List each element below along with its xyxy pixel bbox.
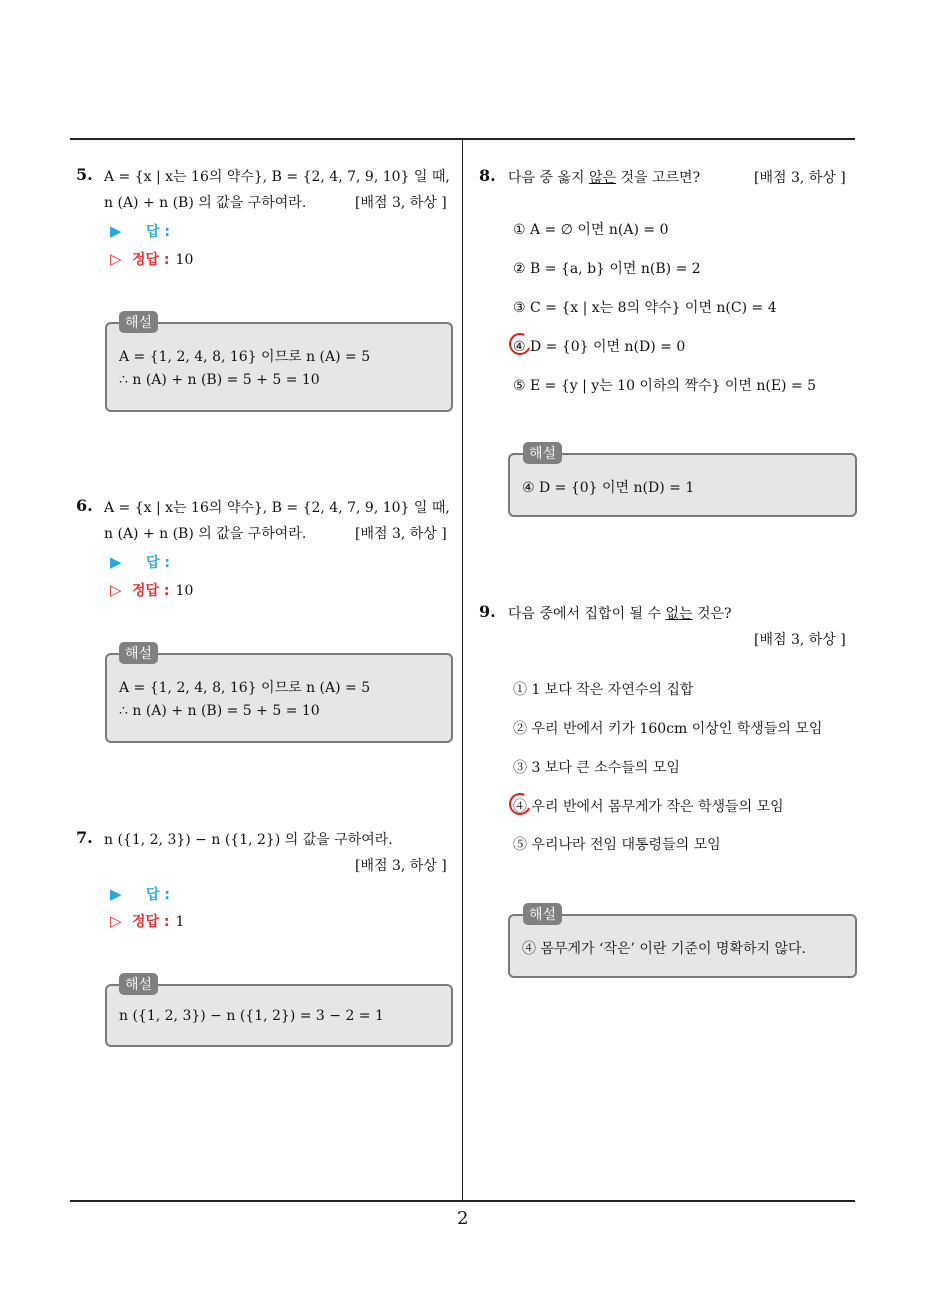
hollow-arrow-icon: ▷ [110, 912, 122, 930]
choice-item: ④ D = {0} 이면 n(D) = 0 [513, 339, 686, 355]
choice-item: ② 우리 반에서 키가 160cm 이상인 학생들의 모임 [513, 721, 823, 737]
explanation-line: n ({1, 2, 3}) − n ({1, 2}) = 3 − 2 = 1 [119, 1008, 384, 1024]
question-number: 9. [479, 602, 496, 621]
prompt-underlined: 없는 [665, 606, 693, 622]
correct-label: 정답 : [132, 252, 170, 268]
question-text: A = {x | x는 16의 약수}, B = {2, 4, 7, 9, 10} 일 때, [104, 169, 450, 185]
choice-item: ① 1 보다 작은 자연수의 집합 [513, 682, 694, 698]
prompt-text: 다음 중에서 집합이 될 수 [508, 606, 666, 622]
score-label: [배점 3, 하상 ] [754, 632, 846, 648]
explanation-box [105, 653, 453, 743]
play-arrow-icon: ▶ [110, 222, 122, 240]
score-label: [배점 3, 하상 ] [355, 858, 447, 874]
correct-value: 1 [175, 914, 185, 930]
explanation-tag: 해설 [119, 973, 158, 995]
choice-item: ① A = ∅ 이면 n(A) = 0 [513, 222, 669, 238]
prompt-text: 것은? [692, 606, 732, 622]
explanation-line: A = {1, 2, 4, 8, 16} 이므로 n (A) = 5 [119, 680, 371, 696]
question-number: 6. [76, 496, 93, 515]
hollow-arrow-icon: ▷ [110, 581, 122, 599]
prompt-text: 다음 중 옳지 [508, 170, 589, 186]
explanation-line: ④ 몸무게가 ‘작은’ 이란 기준이 명확하지 않다. [522, 941, 806, 957]
explanation-tag: 해설 [523, 903, 562, 925]
explanation-line: ∴ n (A) + n (B) = 5 + 5 = 10 [119, 372, 320, 388]
correct-answer-row [110, 911, 184, 931]
answer-label: 답 : [146, 555, 170, 571]
correct-answer-row [110, 580, 193, 600]
answer-row [110, 552, 170, 572]
question-number: 5. [76, 165, 93, 184]
hollow-arrow-icon: ▷ [110, 250, 122, 268]
choice-item: ④ 우리 반에서 몸무게가 작은 학생들의 모임 [513, 799, 784, 815]
score-label: [배점 3, 하상 ] [754, 170, 846, 186]
page-number: 2 [457, 1208, 469, 1229]
answer-label: 답 : [146, 224, 170, 240]
explanation-tag: 해설 [119, 311, 158, 333]
choice-item: ⑤ 우리나라 전임 대통령들의 모임 [513, 837, 721, 853]
correct-value: 10 [175, 252, 194, 268]
prompt-underlined: 않은 [588, 170, 617, 186]
explanation-tag: 해설 [119, 642, 158, 664]
question-text [508, 603, 732, 623]
question-text: n (A) + n (B) 의 값을 구하여라. [104, 195, 307, 211]
bottom-rule [70, 1200, 855, 1202]
question-text: A = {x | x는 16의 약수}, B = {2, 4, 7, 9, 10} 일 때, [104, 500, 450, 516]
explanation-line: A = {1, 2, 4, 8, 16} 이므로 n (A) = 5 [119, 349, 371, 365]
choice-item: ③ 3 보다 큰 소수들의 모임 [513, 760, 680, 776]
score-label: [배점 3, 하상 ] [355, 526, 447, 542]
correct-label: 정답 : [132, 583, 170, 599]
prompt-text: 것을 고르면? [616, 170, 701, 186]
explanation-line: ∴ n (A) + n (B) = 5 + 5 = 10 [119, 703, 320, 719]
question-text: n (A) + n (B) 의 값을 구하여라. [104, 526, 307, 542]
correct-answer-row [110, 249, 193, 269]
question-number: 8. [479, 166, 496, 185]
explanation-tag: 해설 [523, 442, 562, 464]
question-text: n ({1, 2, 3}) − n ({1, 2}) 의 값을 구하여라. [104, 832, 393, 848]
play-arrow-icon: ▶ [110, 885, 122, 903]
correct-label: 정답 : [132, 914, 170, 930]
explanation-box [105, 322, 453, 412]
question-text [508, 167, 700, 187]
choice-item: ③ C = {x | x는 8의 약수} 이면 n(C) = 4 [513, 300, 777, 316]
choice-item: ② B = {a, b} 이면 n(B) = 2 [513, 261, 701, 277]
answer-row [110, 221, 170, 241]
play-arrow-icon: ▶ [110, 553, 122, 571]
explanation-box [105, 984, 453, 1047]
explanation-line: ④ D = {0} 이면 n(D) = 1 [522, 480, 695, 496]
column-divider [462, 139, 463, 1201]
answer-label: 답 : [146, 887, 170, 903]
correct-value: 10 [175, 583, 194, 599]
answer-row [110, 884, 170, 904]
question-number: 7. [76, 828, 93, 847]
score-label: [배점 3, 하상 ] [355, 195, 447, 211]
choice-item: ⑤ E = {y | y는 10 이하의 짝수} 이면 n(E) = 5 [513, 378, 817, 394]
